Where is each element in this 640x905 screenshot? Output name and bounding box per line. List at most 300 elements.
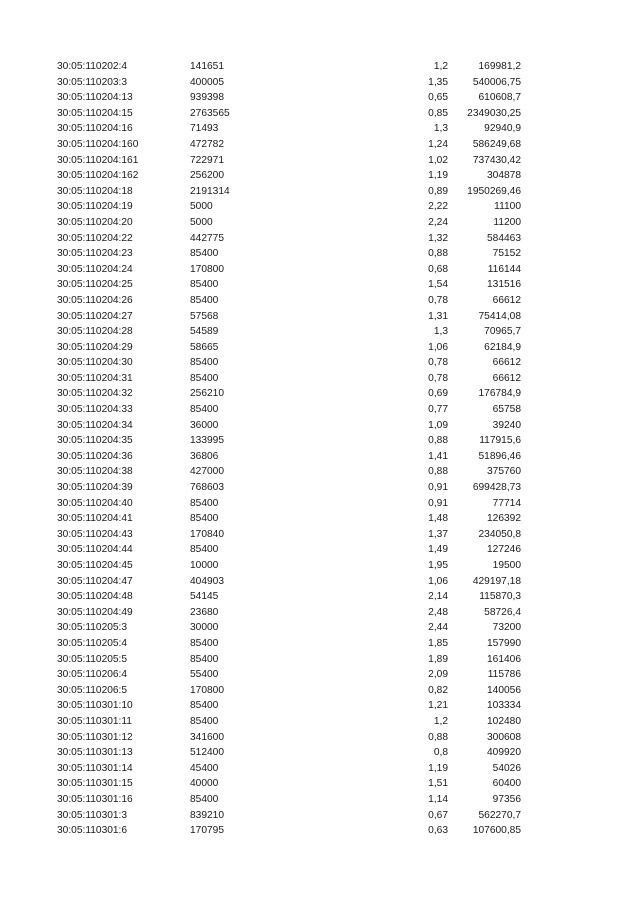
cadastral-number-cell: 30:05:110204:32 bbox=[57, 388, 133, 400]
base-value-cell: 85400 bbox=[190, 715, 219, 727]
cadastral-number-cell: 30:05:110204:24 bbox=[57, 263, 133, 275]
coefficient-cell: 0,82 bbox=[428, 684, 448, 696]
base-value-cell: 85400 bbox=[190, 279, 219, 291]
empty-cell bbox=[310, 776, 400, 792]
result-value-cell: 19500 bbox=[492, 560, 521, 571]
result-value-cell: 65758 bbox=[492, 404, 521, 416]
table-row bbox=[57, 792, 521, 808]
result-value-cell: 127246 bbox=[487, 544, 521, 556]
result-value-cell: 176784,9 bbox=[478, 388, 521, 400]
table-row bbox=[57, 231, 521, 247]
cadastral-number-cell: 30:05:110204:13 bbox=[57, 92, 133, 104]
cadastral-number-cell: 30:05:110301:13 bbox=[57, 747, 133, 759]
table-row bbox=[57, 262, 521, 278]
coefficient-cell: 0,91 bbox=[428, 482, 448, 494]
cadastral-number-cell: 30:05:110204:35 bbox=[57, 435, 133, 447]
empty-cell bbox=[310, 464, 400, 480]
table-row bbox=[57, 823, 521, 839]
table-row bbox=[57, 464, 521, 480]
cadastral-number-cell: 30:05:110204:49 bbox=[57, 606, 133, 618]
base-value-cell: 30000 bbox=[190, 622, 219, 634]
coefficient-cell: 1,41 bbox=[428, 450, 448, 462]
base-value-cell: 5000 bbox=[190, 216, 213, 228]
table-row bbox=[57, 246, 521, 262]
cadastral-number-cell: 30:05:110204:33 bbox=[57, 404, 133, 416]
table-row bbox=[57, 542, 521, 558]
base-value-cell: 722971 bbox=[190, 154, 224, 166]
table-row bbox=[57, 496, 521, 512]
coefficient-cell: 1,14 bbox=[428, 793, 448, 805]
result-value-cell: 131516 bbox=[487, 279, 521, 291]
table-row bbox=[57, 558, 521, 574]
result-value-cell: 73200 bbox=[492, 622, 521, 634]
result-value-cell: 54026 bbox=[492, 762, 521, 774]
cadastral-number-cell: 30:05:110301:16 bbox=[57, 793, 133, 805]
table-row bbox=[57, 121, 521, 137]
result-value-cell: 2349030,25 bbox=[467, 107, 521, 119]
cadastral-number-cell: 30:05:110206:4 bbox=[57, 669, 128, 681]
base-value-cell: 45400 bbox=[190, 762, 219, 774]
table-row bbox=[57, 386, 521, 402]
base-value-cell: 170795 bbox=[190, 825, 224, 837]
result-value-cell: 126392 bbox=[487, 513, 521, 525]
coefficient-cell: 1,49 bbox=[428, 544, 448, 556]
coefficient-cell: 2,09 bbox=[428, 669, 448, 681]
empty-cell bbox=[310, 199, 400, 215]
base-value-cell: 170800 bbox=[190, 263, 224, 275]
coefficient-cell: 1,89 bbox=[428, 653, 448, 665]
cadastral-number-cell: 30:05:110204:47 bbox=[57, 575, 133, 587]
base-value-cell: 85400 bbox=[190, 653, 219, 665]
table-row bbox=[57, 511, 521, 527]
cadastral-number-cell: 30:05:110204:43 bbox=[57, 528, 133, 540]
result-value-cell: 70965,7 bbox=[484, 326, 521, 338]
cadastral-number-cell: 30:05:110204:29 bbox=[57, 341, 133, 353]
table-row bbox=[57, 480, 521, 496]
empty-cell bbox=[310, 215, 400, 231]
coefficient-cell: 2,44 bbox=[428, 622, 448, 634]
table-row bbox=[57, 293, 521, 309]
empty-cell bbox=[310, 184, 400, 200]
coefficient-cell: 1,95 bbox=[428, 560, 448, 571]
cadastral-number-cell: 30:05:110204:38 bbox=[57, 466, 133, 478]
coefficient-cell: 1,2 bbox=[433, 715, 448, 727]
empty-cell bbox=[310, 90, 400, 106]
coefficient-cell: 1,48 bbox=[428, 513, 448, 525]
base-value-cell: 85400 bbox=[190, 637, 219, 649]
coefficient-cell: 2,24 bbox=[428, 216, 448, 228]
cadastral-number-cell: 30:05:110301:11 bbox=[57, 715, 132, 727]
empty-cell bbox=[310, 277, 400, 293]
empty-cell bbox=[310, 59, 400, 75]
result-value-cell: 586249,68 bbox=[472, 138, 521, 150]
cadastral-number-cell: 30:05:110204:15 bbox=[57, 107, 133, 119]
base-value-cell: 85400 bbox=[190, 793, 219, 805]
cadastral-number-cell: 30:05:110301:10 bbox=[57, 700, 133, 712]
coefficient-cell: 0,78 bbox=[428, 372, 448, 384]
coefficient-cell: 2,14 bbox=[428, 591, 448, 603]
coefficient-cell: 0,88 bbox=[428, 731, 448, 743]
table-row bbox=[57, 808, 521, 824]
cadastral-number-cell: 30:05:110205:3 bbox=[57, 622, 128, 634]
result-value-cell: 409920 bbox=[487, 747, 521, 759]
table-row bbox=[57, 75, 521, 91]
empty-cell bbox=[310, 496, 400, 512]
coefficient-cell: 1,32 bbox=[428, 232, 448, 244]
table-row bbox=[57, 527, 521, 543]
empty-cell bbox=[310, 730, 400, 746]
coefficient-cell: 0,8 bbox=[433, 747, 448, 759]
base-value-cell: 40000 bbox=[190, 778, 219, 790]
result-value-cell: 58726,4 bbox=[484, 606, 521, 618]
cadastral-number-cell: 30:05:110301:6 bbox=[57, 825, 128, 837]
cadastral-number-cell: 30:05:110204:27 bbox=[57, 310, 133, 322]
cadastral-number-cell: 30:05:110204:41 bbox=[57, 513, 133, 525]
base-value-cell: 36000 bbox=[190, 419, 219, 431]
result-value-cell: 102480 bbox=[487, 715, 521, 727]
empty-cell bbox=[310, 667, 400, 683]
base-value-cell: 2191314 bbox=[190, 185, 230, 197]
base-value-cell: 170840 bbox=[190, 528, 224, 540]
empty-cell bbox=[310, 698, 400, 714]
table-row bbox=[57, 776, 521, 792]
coefficient-cell: 1,35 bbox=[428, 76, 448, 88]
empty-cell bbox=[310, 153, 400, 169]
base-value-cell: 839210 bbox=[190, 809, 224, 821]
result-value-cell: 11100 bbox=[494, 201, 521, 213]
base-value-cell: 85400 bbox=[190, 497, 219, 509]
coefficient-cell: 1,19 bbox=[428, 762, 448, 774]
cadastral-number-cell: 30:05:110301:15 bbox=[57, 778, 133, 790]
table-row bbox=[57, 730, 521, 746]
result-value-cell: 157990 bbox=[487, 637, 521, 649]
base-value-cell: 58665 bbox=[190, 341, 219, 353]
empty-cell bbox=[310, 262, 400, 278]
table-row bbox=[57, 636, 521, 652]
result-value-cell: 75152 bbox=[492, 248, 521, 260]
coefficient-cell: 1,31 bbox=[428, 310, 448, 322]
table-row bbox=[57, 106, 521, 122]
empty-cell bbox=[310, 355, 400, 371]
cadastral-number-cell: 30:05:110204:160 bbox=[57, 138, 139, 150]
coefficient-cell: 1,37 bbox=[428, 528, 448, 540]
empty-cell bbox=[310, 823, 400, 839]
table-row bbox=[57, 199, 521, 215]
base-value-cell: 85400 bbox=[190, 294, 219, 306]
empty-cell bbox=[310, 652, 400, 668]
coefficient-cell: 0,88 bbox=[428, 435, 448, 447]
cadastral-number-cell: 30:05:110301:3 bbox=[57, 809, 128, 821]
base-value-cell: 400005 bbox=[190, 76, 224, 88]
result-value-cell: 562270,7 bbox=[478, 809, 521, 821]
result-value-cell: 584463 bbox=[487, 232, 521, 244]
table-row bbox=[57, 215, 521, 231]
table-row bbox=[57, 698, 521, 714]
cadastral-number-cell: 30:05:110204:26 bbox=[57, 294, 133, 306]
result-value-cell: 300608 bbox=[487, 731, 521, 743]
empty-cell bbox=[310, 745, 400, 761]
result-value-cell: 429197,18 bbox=[472, 575, 521, 587]
empty-cell bbox=[310, 309, 400, 325]
base-value-cell: 85400 bbox=[190, 513, 219, 525]
table-row bbox=[57, 137, 521, 153]
empty-cell bbox=[310, 589, 400, 605]
empty-cell bbox=[310, 574, 400, 590]
cadastral-number-cell: 30:05:110204:25 bbox=[57, 279, 133, 291]
table-row bbox=[57, 449, 521, 465]
cadastral-number-cell: 30:05:110204:18 bbox=[57, 185, 133, 197]
table-row bbox=[57, 433, 521, 449]
table-row bbox=[57, 90, 521, 106]
coefficient-cell: 1,02 bbox=[428, 154, 448, 166]
empty-cell bbox=[310, 386, 400, 402]
base-value-cell: 85400 bbox=[190, 404, 219, 416]
cadastral-number-cell: 30:05:110204:40 bbox=[57, 497, 133, 509]
cadastral-number-cell: 30:05:110204:20 bbox=[57, 216, 133, 228]
result-value-cell: 375760 bbox=[487, 466, 521, 478]
table-row bbox=[57, 277, 521, 293]
result-value-cell: 116144 bbox=[487, 263, 521, 275]
result-value-cell: 161406 bbox=[487, 653, 521, 665]
cadastral-number-cell: 30:05:110204:23 bbox=[57, 248, 133, 260]
base-value-cell: 141651 bbox=[190, 61, 224, 72]
base-value-cell: 10000 bbox=[190, 560, 219, 571]
empty-cell bbox=[310, 792, 400, 808]
base-value-cell: 256200 bbox=[190, 170, 224, 182]
result-value-cell: 540006,75 bbox=[472, 76, 521, 88]
base-value-cell: 5000 bbox=[190, 201, 213, 213]
result-value-cell: 304878 bbox=[487, 170, 521, 182]
base-value-cell: 85400 bbox=[190, 372, 219, 384]
coefficient-cell: 1,19 bbox=[428, 170, 448, 182]
cadastral-number-cell: 30:05:110202:4 bbox=[57, 61, 128, 72]
coefficient-cell: 0,89 bbox=[428, 185, 448, 197]
result-value-cell: 140056 bbox=[487, 684, 521, 696]
cadastral-number-cell: 30:05:110206:5 bbox=[57, 684, 128, 696]
empty-cell bbox=[310, 293, 400, 309]
table-row bbox=[57, 309, 521, 325]
table-row bbox=[57, 605, 521, 621]
result-value-cell: 75414,08 bbox=[478, 310, 521, 322]
result-value-cell: 737430,42 bbox=[472, 154, 521, 166]
table-row bbox=[57, 371, 521, 387]
cadastral-number-cell: 30:05:110204:19 bbox=[57, 201, 133, 213]
base-value-cell: 472782 bbox=[190, 138, 224, 150]
coefficient-cell: 0,88 bbox=[428, 466, 448, 478]
cadastral-number-cell: 30:05:110204:39 bbox=[57, 482, 133, 494]
coefficient-cell: 1,51 bbox=[428, 778, 448, 790]
result-value-cell: 66612 bbox=[492, 357, 521, 369]
result-value-cell: 169981,2 bbox=[478, 61, 521, 72]
coefficient-cell: 0,69 bbox=[428, 388, 448, 400]
result-value-cell: 66612 bbox=[492, 372, 521, 384]
cadastral-number-cell: 30:05:110204:45 bbox=[57, 560, 133, 571]
empty-cell bbox=[310, 761, 400, 777]
base-value-cell: 54589 bbox=[190, 326, 219, 338]
cadastral-number-cell: 30:05:110204:48 bbox=[57, 591, 133, 603]
empty-cell bbox=[310, 480, 400, 496]
coefficient-cell: 0,85 bbox=[428, 107, 448, 119]
empty-cell bbox=[310, 324, 400, 340]
table-row bbox=[57, 340, 521, 356]
coefficient-cell: 0,63 bbox=[428, 825, 448, 837]
cadastral-number-cell: 30:05:110204:31 bbox=[57, 372, 133, 384]
coefficient-cell: 1,3 bbox=[433, 123, 448, 135]
cadastral-number-cell: 30:05:110204:161 bbox=[57, 154, 139, 166]
cadastral-number-cell: 30:05:110203:3 bbox=[57, 76, 128, 88]
coefficient-cell: 1,2 bbox=[433, 61, 448, 72]
base-value-cell: 404903 bbox=[190, 575, 224, 587]
coefficient-cell: 1,3 bbox=[433, 326, 448, 338]
coefficient-cell: 2,48 bbox=[428, 606, 448, 618]
cadastral-number-cell: 30:05:110204:30 bbox=[57, 357, 133, 369]
empty-cell bbox=[310, 433, 400, 449]
table-row bbox=[57, 324, 521, 340]
empty-cell bbox=[310, 808, 400, 824]
coefficient-cell: 0,78 bbox=[428, 294, 448, 306]
base-value-cell: 2763565 bbox=[190, 107, 230, 119]
result-value-cell: 62184,9 bbox=[484, 341, 521, 353]
table-row bbox=[57, 683, 521, 699]
coefficient-cell: 1,09 bbox=[428, 419, 448, 431]
result-value-cell: 117915,6 bbox=[479, 435, 521, 447]
table-body bbox=[57, 59, 521, 839]
result-value-cell: 234050,8 bbox=[478, 528, 521, 540]
coefficient-cell: 0,78 bbox=[428, 357, 448, 369]
empty-cell bbox=[310, 527, 400, 543]
result-value-cell: 92940,9 bbox=[484, 123, 521, 135]
coefficient-cell: 0,77 bbox=[428, 404, 448, 416]
empty-cell bbox=[310, 418, 400, 434]
result-value-cell: 51896,46 bbox=[478, 450, 521, 462]
base-value-cell: 23680 bbox=[190, 606, 219, 618]
base-value-cell: 133995 bbox=[190, 435, 224, 447]
table-row bbox=[57, 153, 521, 169]
cadastral-number-cell: 30:05:110301:12 bbox=[57, 731, 133, 743]
base-value-cell: 85400 bbox=[190, 544, 219, 556]
table-row bbox=[57, 761, 521, 777]
table-row bbox=[57, 667, 521, 683]
coefficient-cell: 1,06 bbox=[428, 341, 448, 353]
cadastral-number-cell: 30:05:110301:14 bbox=[57, 762, 133, 774]
empty-cell bbox=[310, 449, 400, 465]
base-value-cell: 512400 bbox=[190, 747, 224, 759]
coefficient-cell: 1,54 bbox=[428, 279, 448, 291]
empty-cell bbox=[310, 106, 400, 122]
coefficient-cell: 1,85 bbox=[428, 637, 448, 649]
base-value-cell: 71493 bbox=[190, 123, 219, 135]
empty-cell bbox=[310, 542, 400, 558]
base-value-cell: 939398 bbox=[190, 92, 224, 104]
cadastral-number-cell: 30:05:110204:28 bbox=[57, 326, 133, 338]
table-row bbox=[57, 589, 521, 605]
coefficient-cell: 1,06 bbox=[428, 575, 448, 587]
cadastral-number-cell: 30:05:110204:16 bbox=[57, 123, 133, 135]
cadastral-number-cell: 30:05:110204:34 bbox=[57, 419, 133, 431]
base-value-cell: 54145 bbox=[190, 591, 219, 603]
empty-cell bbox=[310, 168, 400, 184]
table-row bbox=[57, 620, 521, 636]
base-value-cell: 36806 bbox=[190, 450, 219, 462]
result-value-cell: 610608,7 bbox=[478, 92, 521, 104]
empty-cell bbox=[310, 246, 400, 262]
empty-cell bbox=[310, 121, 400, 137]
cadastral-number-cell: 30:05:110204:162 bbox=[57, 170, 139, 182]
empty-cell bbox=[310, 137, 400, 153]
empty-cell bbox=[310, 231, 400, 247]
coefficient-cell: 0,67 bbox=[428, 809, 448, 821]
cadastral-number-cell: 30:05:110204:36 bbox=[57, 450, 133, 462]
cadastral-number-cell: 30:05:110204:44 bbox=[57, 544, 133, 556]
cadastral-number-cell: 30:05:110205:4 bbox=[57, 637, 128, 649]
result-value-cell: 97356 bbox=[492, 793, 521, 805]
table-row bbox=[57, 59, 521, 75]
result-value-cell: 115786 bbox=[487, 669, 521, 681]
table-row bbox=[57, 168, 521, 184]
empty-cell bbox=[310, 371, 400, 387]
result-value-cell: 77714 bbox=[492, 497, 521, 509]
empty-cell bbox=[310, 340, 400, 356]
empty-cell bbox=[310, 605, 400, 621]
result-value-cell: 1950269,46 bbox=[467, 185, 521, 197]
result-value-cell: 103334 bbox=[487, 700, 521, 712]
coefficient-cell: 0,65 bbox=[428, 92, 448, 104]
coefficient-cell: 0,91 bbox=[428, 497, 448, 509]
base-value-cell: 427000 bbox=[190, 466, 224, 478]
result-value-cell: 115870,3 bbox=[479, 591, 521, 603]
coefficient-cell: 0,88 bbox=[428, 248, 448, 260]
empty-cell bbox=[310, 636, 400, 652]
table-row bbox=[57, 745, 521, 761]
empty-cell bbox=[310, 511, 400, 527]
table-row bbox=[57, 574, 521, 590]
table-row bbox=[57, 355, 521, 371]
empty-cell bbox=[310, 402, 400, 418]
result-value-cell: 66612 bbox=[492, 294, 521, 306]
result-value-cell: 39240 bbox=[492, 419, 521, 431]
base-value-cell: 442775 bbox=[190, 232, 224, 244]
empty-cell bbox=[310, 714, 400, 730]
table-row bbox=[57, 402, 521, 418]
base-value-cell: 170800 bbox=[190, 684, 224, 696]
table-row bbox=[57, 184, 521, 200]
coefficient-cell: 0,68 bbox=[428, 263, 448, 275]
base-value-cell: 256210 bbox=[190, 388, 224, 400]
cadastral-value-table bbox=[57, 59, 521, 839]
base-value-cell: 85400 bbox=[190, 700, 219, 712]
base-value-cell: 341600 bbox=[190, 731, 224, 743]
coefficient-cell: 1,21 bbox=[428, 700, 448, 712]
empty-cell bbox=[310, 558, 400, 574]
empty-cell bbox=[310, 683, 400, 699]
base-value-cell: 57568 bbox=[190, 310, 219, 322]
empty-cell bbox=[310, 75, 400, 91]
empty-cell bbox=[310, 620, 400, 636]
table-row bbox=[57, 714, 521, 730]
base-value-cell: 768603 bbox=[190, 482, 224, 494]
coefficient-cell: 1,24 bbox=[428, 138, 448, 150]
table-row bbox=[57, 418, 521, 434]
base-value-cell: 55400 bbox=[190, 669, 219, 681]
result-value-cell: 60400 bbox=[492, 778, 521, 790]
result-value-cell: 699428,73 bbox=[472, 482, 521, 494]
result-value-cell: 107600,85 bbox=[472, 825, 521, 837]
base-value-cell: 85400 bbox=[190, 248, 219, 260]
result-value-cell: 11200 bbox=[493, 216, 521, 228]
cadastral-number-cell: 30:05:110204:22 bbox=[57, 232, 133, 244]
table-row bbox=[57, 652, 521, 668]
base-value-cell: 85400 bbox=[190, 357, 219, 369]
